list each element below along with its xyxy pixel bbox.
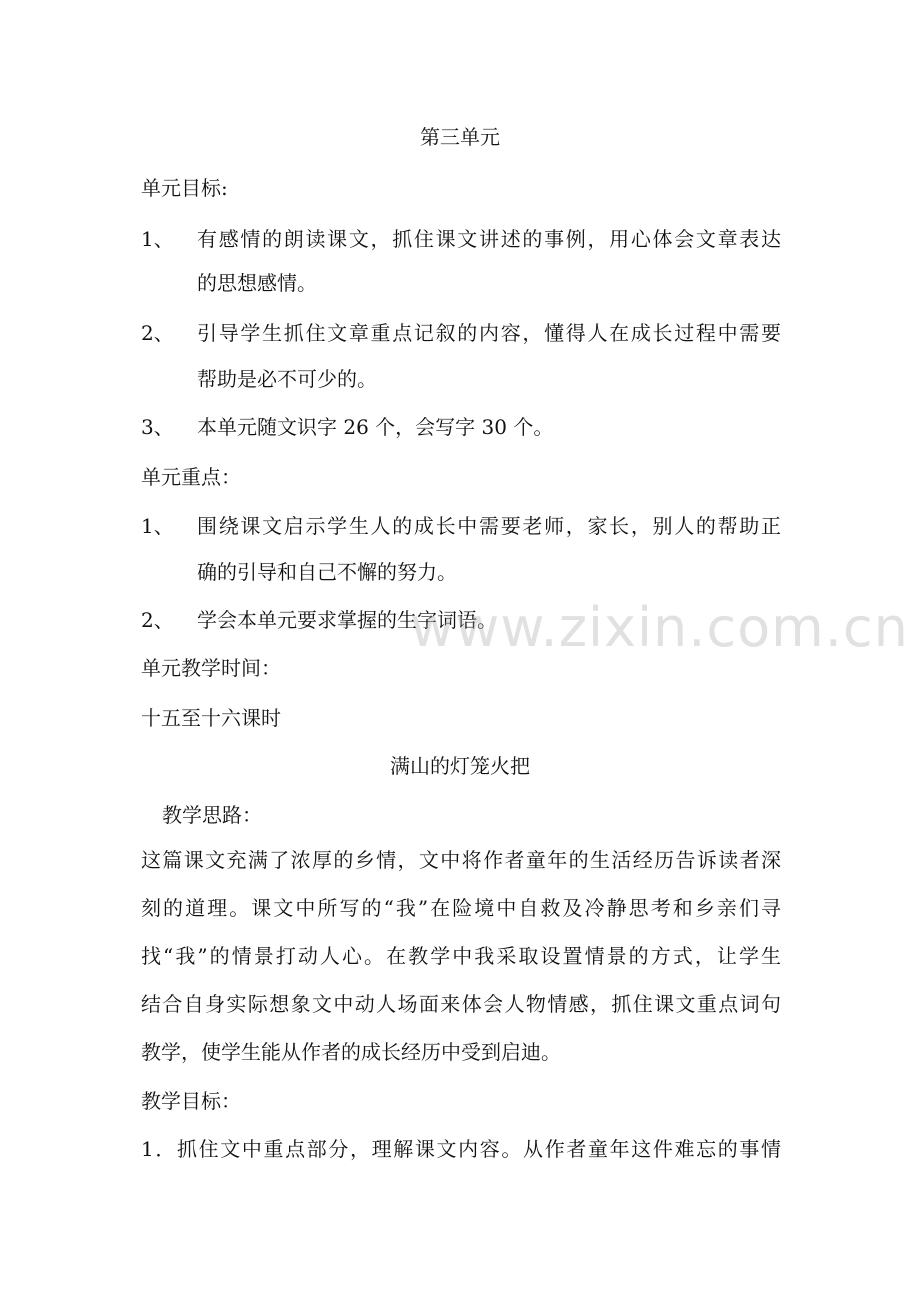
goal-text-line: 本单元随文识字 26 个，会写字 30 个。 <box>197 415 554 439</box>
goal-text-line: 引导学生抓住文章重点记叙的内容，懂得人在成长过程中需要 <box>197 321 781 345</box>
goals-heading: 单元目标: <box>141 176 228 200</box>
paragraph-line: 这篇课文充满了浓厚的乡情，文中将作者童年的生活经历告诉读者深 <box>141 848 781 872</box>
approach-heading: 教学思路： <box>162 803 262 827</box>
focus-heading: 单元重点： <box>141 465 241 489</box>
time-value: 十五至十六课时 <box>141 706 281 730</box>
unit-title: 第三单元 <box>420 125 500 149</box>
paragraph-line: 找“我”的情景打动人心。在教学中我采取设置情景的方式，让学生 <box>141 944 781 968</box>
objective-line: 1．抓住文中重点部分，理解课文内容。从作者童年这件难忘的事情 <box>141 1137 781 1161</box>
focus-text-line: 确的引导和自己不懈的努力。 <box>197 560 457 584</box>
goal-text-line: 有感情的朗读课文，抓住课文讲述的事例，用心体会文章表达 <box>197 227 781 251</box>
paragraph-line: 刻的道理。课文中所写的“我”在险境中自救及冷静思考和乡亲们寻 <box>141 896 781 920</box>
goal-text-line: 帮助是必不可少的。 <box>197 367 377 391</box>
objectives-heading: 教学目标： <box>141 1089 241 1113</box>
goal-number: 3、 <box>141 415 174 439</box>
paragraph-line: 结合自身实际想象文中动人场面来体会人物情感，抓住课文重点词句 <box>141 992 781 1016</box>
time-heading: 单元教学时间： <box>141 656 281 680</box>
focus-text-line: 围绕课文启示学生人的成长中需要老师，家长，别人的帮助正 <box>197 514 781 538</box>
focus-text-line: 学会本单元要求掌握的生字词语。 <box>197 608 497 632</box>
goal-number: 1、 <box>141 227 174 251</box>
goal-number: 2、 <box>141 321 174 345</box>
watermark: www.zixin.com.cn <box>410 596 909 659</box>
goal-text-line: 的思想感情。 <box>197 271 317 295</box>
focus-number: 1、 <box>141 514 174 538</box>
focus-number: 2、 <box>141 608 174 632</box>
lesson-title: 满山的灯笼火把 <box>390 754 530 778</box>
paragraph-line: 教学，使学生能从作者的成长经历中受到启迪。 <box>141 1040 561 1064</box>
